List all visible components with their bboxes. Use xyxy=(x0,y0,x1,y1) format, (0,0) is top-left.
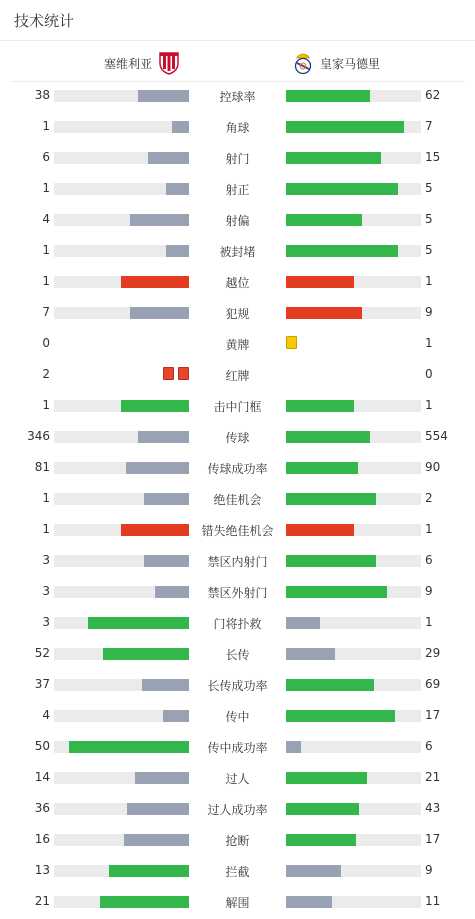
away-stat-value: 21 xyxy=(425,770,441,784)
home-team-name: 塞维利亚 xyxy=(103,56,152,71)
stat-row xyxy=(0,81,475,112)
home-cards xyxy=(163,367,189,380)
red-card-icon xyxy=(163,367,174,380)
home-bar-fill xyxy=(121,400,189,412)
away-bar-track xyxy=(286,493,421,505)
away-bar-fill xyxy=(286,307,362,319)
away-stat-value: 5 xyxy=(425,181,433,195)
away-bar-fill xyxy=(286,214,362,226)
stat-label: 拦截 xyxy=(225,865,250,879)
away-bar-fill xyxy=(286,648,335,660)
away-bar-fill xyxy=(286,524,354,536)
home-bar-fill xyxy=(166,183,189,195)
stat-label: 控球率 xyxy=(219,90,256,104)
home-team[interactable] xyxy=(104,51,180,75)
stat-label: 传球 xyxy=(225,431,250,445)
away-bar-fill xyxy=(286,772,367,784)
away-team-name: 皇家马德里 xyxy=(320,56,381,71)
stat-row xyxy=(0,205,475,236)
away-bar-track xyxy=(286,679,421,691)
stat-row xyxy=(0,236,475,267)
home-bar-track xyxy=(54,431,189,443)
stat-row xyxy=(0,453,475,484)
home-stat-value: 346 xyxy=(27,429,50,443)
home-stat-value: 13 xyxy=(34,863,50,877)
away-bar-fill xyxy=(286,431,370,443)
away-bar-fill xyxy=(286,121,404,133)
away-bar-track xyxy=(286,90,421,102)
away-stat-value: 69 xyxy=(425,677,441,691)
home-stat-value: 16 xyxy=(34,832,50,846)
home-bar-track xyxy=(54,245,189,257)
stat-row xyxy=(0,112,475,143)
home-stat-value: 0 xyxy=(42,336,50,350)
home-stat-value: 3 xyxy=(42,553,50,567)
stat-label: 射偏 xyxy=(225,214,250,228)
stat-row xyxy=(0,329,475,360)
home-bar-track xyxy=(54,679,189,691)
home-stat-value: 14 xyxy=(34,770,50,784)
stat-row xyxy=(0,267,475,298)
stat-row xyxy=(0,174,475,205)
stat-label: 被封堵 xyxy=(219,245,256,259)
sevilla-crest-icon xyxy=(158,51,180,75)
home-stat-value: 37 xyxy=(34,677,50,691)
stat-label: 越位 xyxy=(225,276,250,290)
away-stat-value: 6 xyxy=(425,739,433,753)
stats-list xyxy=(0,81,475,918)
home-bar-track xyxy=(54,834,189,846)
home-bar-track xyxy=(54,586,189,598)
stat-label: 过人 xyxy=(225,772,250,786)
away-bar-fill xyxy=(286,90,370,102)
away-bar-fill xyxy=(286,400,354,412)
away-bar-track xyxy=(286,152,421,164)
stat-row xyxy=(0,701,475,732)
home-bar-fill xyxy=(148,152,189,164)
away-stat-value: 90 xyxy=(425,460,441,474)
home-bar-fill xyxy=(144,493,189,505)
stat-row xyxy=(0,794,475,825)
stat-row xyxy=(0,887,475,918)
home-stat-value: 38 xyxy=(34,88,50,102)
stat-label: 禁区外射门 xyxy=(207,586,268,600)
away-stat-value: 1 xyxy=(425,522,433,536)
red-card-icon xyxy=(178,367,189,380)
away-bar-track xyxy=(286,772,421,784)
away-bar-fill xyxy=(286,803,359,815)
home-bar-fill xyxy=(121,276,189,288)
stat-row xyxy=(0,608,475,639)
home-bar-track xyxy=(54,183,189,195)
away-bar-track xyxy=(286,245,421,257)
home-bar-track xyxy=(54,307,189,319)
stat-row xyxy=(0,298,475,329)
away-stat-value: 5 xyxy=(425,243,433,257)
away-stat-value: 2 xyxy=(425,491,433,505)
away-stat-value: 1 xyxy=(425,398,433,412)
home-bar-track xyxy=(54,462,189,474)
away-stat-value: 15 xyxy=(425,150,441,164)
stat-label: 门将扑救 xyxy=(213,617,262,631)
home-bar-fill xyxy=(130,307,189,319)
away-bar-track xyxy=(286,865,421,877)
stat-label: 抢断 xyxy=(225,834,250,848)
stat-row xyxy=(0,856,475,887)
stat-label: 射门 xyxy=(225,152,250,166)
home-stat-value: 50 xyxy=(34,739,50,753)
stat-row xyxy=(0,639,475,670)
home-bar-track xyxy=(54,803,189,815)
stat-row xyxy=(0,825,475,856)
home-bar-fill xyxy=(135,772,189,784)
away-bar-fill xyxy=(286,834,356,846)
home-stat-value: 1 xyxy=(42,274,50,288)
stat-row xyxy=(0,360,475,391)
away-bar-track xyxy=(286,431,421,443)
away-bar-fill xyxy=(286,896,332,908)
away-team[interactable] xyxy=(292,51,380,75)
home-stat-value: 7 xyxy=(42,305,50,319)
away-stat-value: 7 xyxy=(425,119,433,133)
home-bar-fill xyxy=(127,803,189,815)
teams-row xyxy=(10,41,465,82)
home-bar-fill xyxy=(144,555,189,567)
away-bar-fill xyxy=(286,555,376,567)
stat-row xyxy=(0,422,475,453)
stat-label: 错失绝佳机会 xyxy=(201,524,274,538)
away-bar-fill xyxy=(286,710,395,722)
home-stat-value: 52 xyxy=(34,646,50,660)
home-stat-value: 1 xyxy=(42,119,50,133)
home-bar-track xyxy=(54,896,189,908)
home-bar-fill xyxy=(69,741,189,753)
away-stat-value: 6 xyxy=(425,553,433,567)
away-bar-track xyxy=(286,307,421,319)
away-bar-track xyxy=(286,648,421,660)
home-stat-value: 81 xyxy=(34,460,50,474)
home-stat-value: 4 xyxy=(42,212,50,226)
home-bar-track xyxy=(54,214,189,226)
stat-row xyxy=(0,546,475,577)
stat-label: 犯规 xyxy=(225,307,250,321)
away-stat-value: 29 xyxy=(425,646,441,660)
stat-row xyxy=(0,391,475,422)
away-stat-value: 1 xyxy=(425,615,433,629)
away-bar-fill xyxy=(286,865,341,877)
home-bar-fill xyxy=(138,90,189,102)
page-title: 技术统计 xyxy=(14,12,75,30)
home-bar-fill xyxy=(166,245,189,257)
away-bar-track xyxy=(286,524,421,536)
stat-label: 长传成功率 xyxy=(207,679,268,693)
away-stat-value: 9 xyxy=(425,584,433,598)
away-bar-track xyxy=(286,834,421,846)
home-bar-track xyxy=(54,648,189,660)
stat-label: 长传 xyxy=(225,648,250,662)
away-stat-value: 0 xyxy=(425,367,433,381)
stat-label: 传球成功率 xyxy=(207,462,268,476)
away-stat-value: 17 xyxy=(425,832,441,846)
away-bar-track xyxy=(286,400,421,412)
stat-label: 传中 xyxy=(225,710,250,724)
away-bar-track xyxy=(286,803,421,815)
away-bar-track xyxy=(286,896,421,908)
home-bar-track xyxy=(54,276,189,288)
home-bar-fill xyxy=(126,462,189,474)
home-stat-value: 36 xyxy=(34,801,50,815)
stat-label: 角球 xyxy=(225,121,250,135)
home-stat-value: 4 xyxy=(42,708,50,722)
home-bar-track xyxy=(54,865,189,877)
home-bar-fill xyxy=(138,431,189,443)
away-bar-fill xyxy=(286,183,398,195)
stat-label: 传中成功率 xyxy=(207,741,268,755)
away-bar-track xyxy=(286,121,421,133)
home-bar-fill xyxy=(130,214,189,226)
away-stat-value: 9 xyxy=(425,863,433,877)
home-bar-track xyxy=(54,493,189,505)
home-stat-value: 1 xyxy=(42,181,50,195)
home-bar-fill xyxy=(88,617,189,629)
away-bar-track xyxy=(286,710,421,722)
yellow-card-icon xyxy=(286,336,297,349)
stat-label: 击中门框 xyxy=(213,400,262,414)
home-stat-value: 3 xyxy=(42,615,50,629)
home-stat-value: 1 xyxy=(42,398,50,412)
home-stat-value: 3 xyxy=(42,584,50,598)
home-bar-fill xyxy=(155,586,189,598)
away-stat-value: 62 xyxy=(425,88,441,102)
home-bar-track xyxy=(54,741,189,753)
away-stat-value: 17 xyxy=(425,708,441,722)
away-stat-value: 43 xyxy=(425,801,441,815)
home-bar-fill xyxy=(172,121,189,133)
away-stat-value: 1 xyxy=(425,336,433,350)
away-bar-track xyxy=(286,617,421,629)
home-bar-fill xyxy=(100,896,189,908)
stat-row xyxy=(0,763,475,794)
away-bar-track xyxy=(286,586,421,598)
stat-label: 射正 xyxy=(225,183,250,197)
home-bar-track xyxy=(54,400,189,412)
away-bar-track xyxy=(286,462,421,474)
home-stat-value: 1 xyxy=(42,522,50,536)
away-stat-value: 9 xyxy=(425,305,433,319)
stat-row xyxy=(0,577,475,608)
home-stat-value: 1 xyxy=(42,491,50,505)
away-bar-fill xyxy=(286,493,376,505)
away-bar-fill xyxy=(286,462,358,474)
home-bar-fill xyxy=(121,524,189,536)
away-stat-value: 1 xyxy=(425,274,433,288)
away-stat-value: 5 xyxy=(425,212,433,226)
away-bar-track xyxy=(286,183,421,195)
stat-row xyxy=(0,732,475,763)
home-bar-fill xyxy=(103,648,189,660)
away-bar-fill xyxy=(286,617,320,629)
stat-label: 红牌 xyxy=(225,369,250,383)
home-bar-fill xyxy=(163,710,189,722)
stat-label: 绝佳机会 xyxy=(213,493,262,507)
stat-row xyxy=(0,515,475,546)
home-stat-value: 21 xyxy=(34,894,50,908)
away-bar-track xyxy=(286,555,421,567)
home-bar-track xyxy=(54,555,189,567)
away-bar-track xyxy=(286,276,421,288)
stat-row xyxy=(0,143,475,174)
away-cards xyxy=(286,336,297,349)
away-stat-value: 11 xyxy=(425,894,441,908)
home-stat-value: 1 xyxy=(42,243,50,257)
away-bar-fill xyxy=(286,276,354,288)
stat-row xyxy=(0,670,475,701)
stat-label: 黄牌 xyxy=(225,338,250,352)
away-stat-value: 554 xyxy=(425,429,448,443)
stat-row xyxy=(0,484,475,515)
away-bar-fill xyxy=(286,741,301,753)
home-bar-track xyxy=(54,90,189,102)
real-madrid-crest-icon xyxy=(292,51,314,75)
away-bar-fill xyxy=(286,586,387,598)
home-stat-value: 2 xyxy=(42,367,50,381)
home-bar-fill xyxy=(142,679,189,691)
away-bar-track xyxy=(286,214,421,226)
home-bar-track xyxy=(54,772,189,784)
home-bar-track xyxy=(54,617,189,629)
away-bar-fill xyxy=(286,152,381,164)
home-bar-track xyxy=(54,524,189,536)
stats-header xyxy=(0,0,475,41)
home-stat-value: 6 xyxy=(42,150,50,164)
stat-label: 解围 xyxy=(225,896,250,910)
away-bar-fill xyxy=(286,245,398,257)
home-bar-track xyxy=(54,121,189,133)
home-bar-fill xyxy=(109,865,189,877)
away-bar-fill xyxy=(286,679,374,691)
home-bar-fill xyxy=(124,834,189,846)
away-bar-track xyxy=(286,741,421,753)
stat-label: 过人成功率 xyxy=(207,803,268,817)
home-bar-track xyxy=(54,152,189,164)
home-bar-track xyxy=(54,710,189,722)
stat-label: 禁区内射门 xyxy=(207,555,268,569)
